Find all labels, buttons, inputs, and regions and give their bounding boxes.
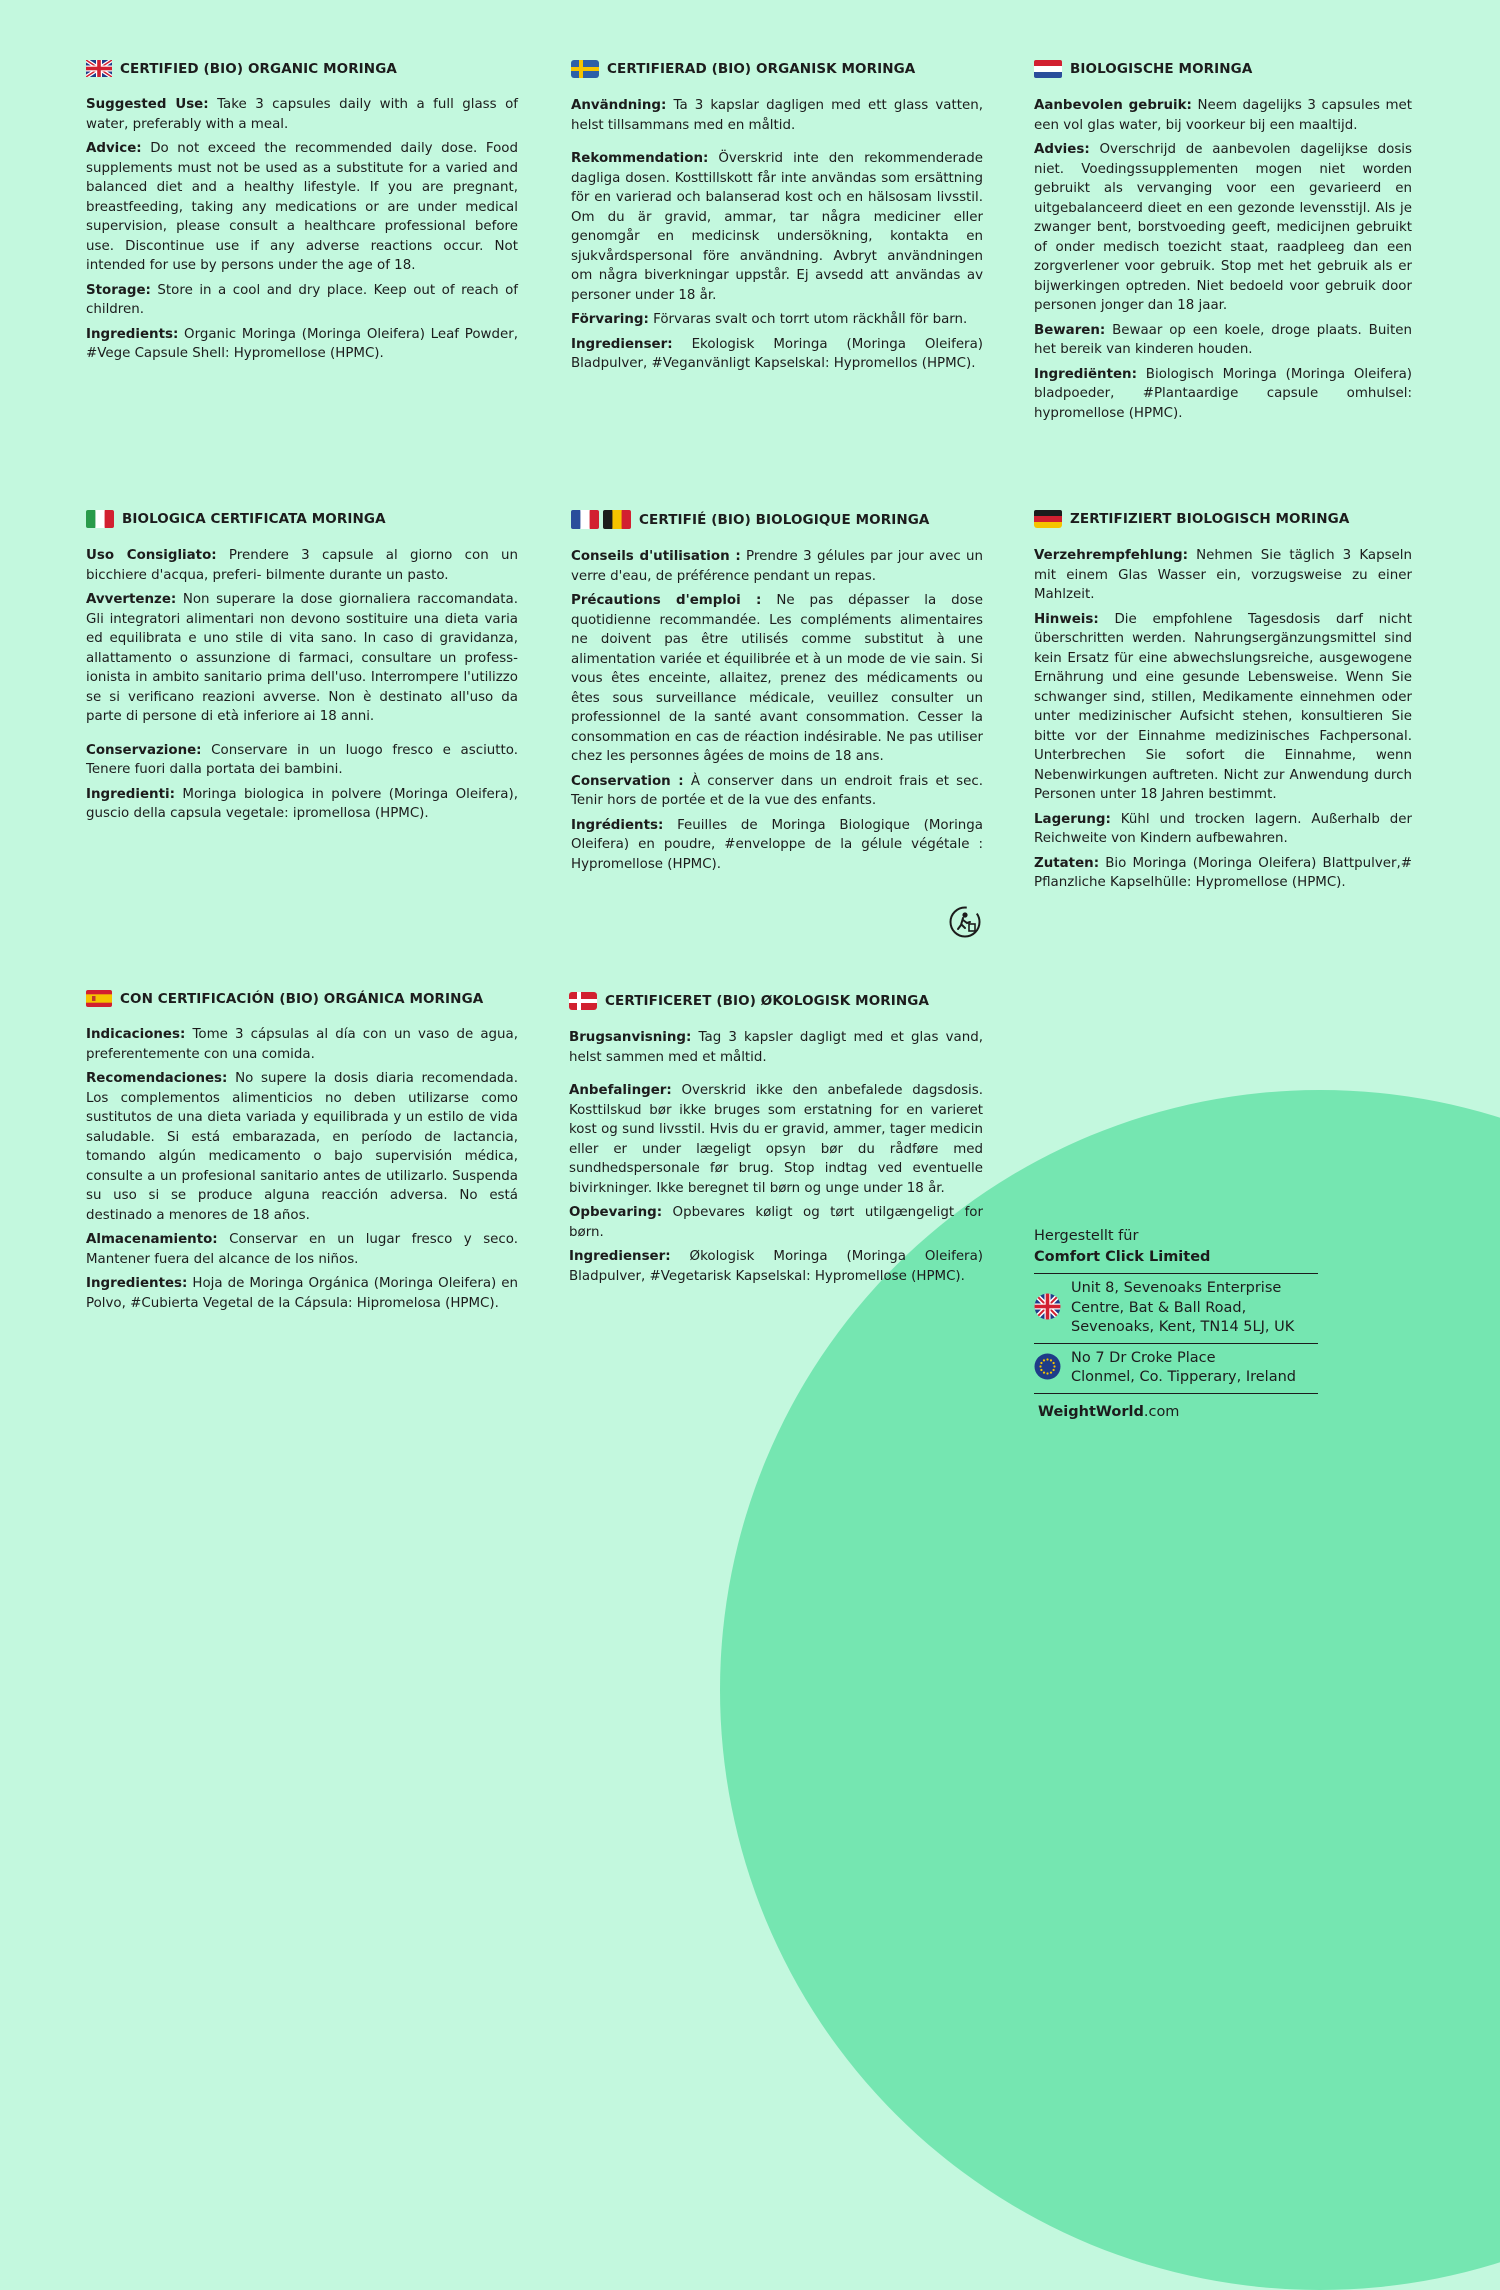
section-title-text: ZERTIFIZIERT BIOLOGISCH MORINGA <box>1070 511 1350 527</box>
info-entry <box>569 1028 983 1067</box>
entry-label: Aanbevolen gebruik: <box>1034 98 1192 113</box>
eu-address <box>1034 1343 1318 1394</box>
entry-label: Zutaten: <box>1034 855 1100 871</box>
info-entry <box>571 96 983 135</box>
entry-text: Take 3 capsules daily with a full glass of water, preferably with a meal. <box>86 97 518 132</box>
entry-label: Advies: <box>1034 142 1090 157</box>
uk-address-line-1: Unit 8, Sevenoaks Enterprise <box>1071 1280 1282 1296</box>
entry-label: Hinweis: <box>1034 611 1099 627</box>
entry-label: Conseils d'utilisation : <box>571 549 741 564</box>
entry-label: Almacenamiento: <box>86 1232 218 1247</box>
entry-label: Indicaciones: <box>86 1027 186 1042</box>
entry-text: Bio Moringa (Moringa Oleifera) Blattpulver,# Pflanzliche Kapselhülle: Hypromellose (HPMC). <box>1034 855 1412 890</box>
entry-text: Kühl und trocken lagern. Außerhalb der Reichweite von Kindern aufbewahren. <box>1034 811 1412 846</box>
entry-label: Opbevaring: <box>569 1205 663 1220</box>
entry-text: Prendere 3 capsule al giorno con un bicchiere d'acqua, preferi- bilmente durante un pasto. <box>86 548 518 583</box>
info-entry <box>86 741 518 780</box>
section-title <box>1034 510 1412 528</box>
uk-flag-circle-icon <box>1034 1293 1061 1324</box>
section-it <box>86 510 518 829</box>
entry-text: Bewaar op een koele, droge plaats. Buiten het bereik van kinderen houden. <box>1034 322 1412 357</box>
info-entry <box>569 1081 983 1198</box>
info-entry <box>571 547 983 586</box>
entry-label: Suggested Use: <box>86 97 209 112</box>
entry-label: Användning: <box>571 98 667 113</box>
eu-address-line-2: Clonmel, Co. Tipperary, Ireland <box>1071 1369 1296 1385</box>
section-sv <box>571 60 983 379</box>
section-title <box>569 992 983 1010</box>
section-title <box>86 60 518 77</box>
website[interactable] <box>1038 1404 1318 1420</box>
entry-text: Do not exceed the recommended daily dose. Food supplements must not be used as a substitute for a varied and balanced diet and a healthy lifestyle. If you are pregnant, breastfeeding, taking any medications or are under medical supervision, please consult a healthcare professional before use. Discontinue use if any adverse reactions occur. Not intended for use by persons under the age of 18. <box>86 141 518 273</box>
section-title <box>86 510 518 528</box>
entry-text: Överskrid inte den rekommenderade dagliga dosen. Kosttillskott får inte användas som ersättning för en varierad och balanserad kost och en hälsosam livsstil. Om du är gravid, ammar, tar några mediciner eller genomgår en medicinsk undersökning, kontakta en sjukvårdspersonal före användning. Avbryt användningen om några biverkningar uppstår. Ej avsedd att användas av personer under 18 år. <box>571 151 983 303</box>
entry-text: Biologisch Moringa (Moringa Oleifera) bladpoeder, #Plantaardige capsule omhulsel: hypromellose (HPMC). <box>1034 366 1412 421</box>
entry-label: Ingredienser: <box>569 1249 671 1264</box>
section-de <box>1034 510 1412 898</box>
section-title-text: CERTIFICERET (BIO) ØKOLOGISK MORINGA <box>605 993 930 1009</box>
entry-label: Anbefalinger: <box>569 1083 672 1098</box>
website-tld: .com <box>1143 1403 1180 1420</box>
recycle-bin-icon <box>948 905 982 943</box>
section-es <box>86 990 518 1318</box>
entry-text: Non superare la dose giornaliera raccomandata. Gli integratori alimentari non devono sostituire una dieta varia ed equilibrata e uno stile di vita sano. In caso di gravidanza, allattamento o assunzione di farmaci, consultare un profess- ionista in ambito sanitario prima dell'uso. Interrompere l'utilizzo se si verificano reazioni avverse. Non è destinato all'uso da parte di persone di età inferiore ai 18 anni. <box>86 592 518 724</box>
entry-label: Lagerung: <box>1034 811 1111 827</box>
info-entry <box>571 310 983 330</box>
sweden-flag-icon <box>571 60 599 78</box>
info-entry <box>1034 321 1412 360</box>
info-entry <box>1034 96 1412 135</box>
entry-label: Avvertenze: <box>86 592 177 607</box>
entry-text: Conservar en un lugar fresco y seco. Mantener fuera del alcance de los niños. <box>86 1232 518 1267</box>
entry-text: Feuilles de Moringa Biologique (Moringa Oleifera) en poudre, #enveloppe de la gélule végétale : Hypromellose (HPMC). <box>571 817 983 872</box>
italy-flag-icon <box>86 510 114 528</box>
entry-text: Overschrijd de aanbevolen dagelijkse dosis niet. Voedingssupplementen mogen niet worden gebruikt als vervanging voor een gevarieerd en uitgebalanceerd dieet en een gezonde levensstijl. Als je zwanger bent, borstvoeding geeft, medicijnen gebruikt of onder medisch toezicht staat, raadpleeg dan een zorgverlener voor gebruik. Stop met het gebruik als er bijwerkingen optreden. Niet bedoeld voor gebruik door personen jonger dan 18 jaar. <box>1034 142 1412 313</box>
entry-label: Ingredients: <box>86 326 179 342</box>
info-entry <box>1034 546 1412 605</box>
info-entry <box>86 95 518 134</box>
section-title-text: CERTIFIÉ (BIO) BIOLOGIQUE MORINGA <box>639 511 930 528</box>
entry-label: Recomendaciones: <box>86 1071 228 1086</box>
info-entry <box>86 325 518 364</box>
section-fr <box>571 510 983 879</box>
info-entry <box>86 139 518 276</box>
info-entry <box>571 149 983 305</box>
entry-label: Verzehrempfehlung: <box>1034 548 1188 563</box>
denmark-flag-icon <box>569 992 597 1010</box>
info-entry <box>1034 365 1412 424</box>
entry-label: Conservation : <box>571 773 684 789</box>
section-en <box>86 60 518 369</box>
eu-flag-circle-icon <box>1034 1353 1061 1384</box>
entry-text: Organic Moringa (Moringa Oleifera) Leaf Powder, #Vege Capsule Shell: Hypromellose (HPMC). <box>86 326 518 361</box>
entry-label: Ingrédients: <box>571 817 664 833</box>
entry-text: Overskrid ikke den anbefalede dagsdosis. Kosttilskud bør ikke bruges som erstatning for en varieret kost og sund livsstil. Hvis du er gravid, ammer, tager medicin eller er under lægeligt opsyn bør du rådføre med sundhedspersonale før brug. Stop indtag ved eventuelle bivirkninger. Ikke beregnet til børn og unge under 18 år. <box>569 1083 983 1196</box>
section-nl <box>1034 60 1412 428</box>
section-title-text: CON CERTIFICACIÓN (BIO) ORGÁNICA MORINGA <box>120 990 484 1007</box>
website-brand: WeightWorld <box>1038 1403 1144 1420</box>
info-entry <box>571 772 983 811</box>
section-title-text: BIOLOGISCHE MORINGA <box>1070 61 1253 77</box>
info-entry <box>86 590 518 727</box>
info-entry <box>1034 140 1412 316</box>
info-entry <box>1034 854 1412 893</box>
uk-address-line-2: Centre, Bat & Ball Road, <box>1071 1299 1247 1316</box>
info-entry <box>571 335 983 374</box>
entry-text: Opbevares køligt og tørt utilgængeligt for børn. <box>569 1205 983 1240</box>
made-for-label: Hergestellt für <box>1034 1228 1139 1244</box>
entry-text: Neem dagelijks 3 capsules met een vol glas water, bij voorkeur bij een maaltijd. <box>1034 98 1412 133</box>
section-title <box>571 510 983 529</box>
entry-label: Précautions d'emploi : <box>571 593 762 608</box>
manufacturer-info <box>1034 1226 1318 1420</box>
section-da <box>569 992 983 1291</box>
entry-label: Rekommendation: <box>571 151 709 166</box>
eu-address-line-1: No 7 Dr Croke Place <box>1071 1349 1216 1366</box>
section-title-text: BIOLOGICA CERTIFICATA MORINGA <box>122 511 386 527</box>
entry-label: Ingredienser: <box>571 336 673 352</box>
entry-text: Die empfohlene Tagesdosis darf nicht überschritten werden. Nahrungsergänzungsmittel sind kein Ersatz für eine abwechslungsreiche, ausgewogene Ernährung und eine gesunde Lebensweise. Wenn Sie schwanger sind, stillen, Medikamente einnehmen oder unter medizinischer Aufsicht stehen, konsultieren Sie bitte vor der Einnahme medizinisches Fachpersonal. Unterbrechen Sie sofort die Einnahme, wenn Nebenwirkungen auftreten. Nicht zur Anwendung durch Personen unter 18 Jahren bestimmt. <box>1034 611 1412 802</box>
entry-text: Ne pas dépasser la dose quotidienne recommandée. Les compléments alimentaires ne doivent pas être utilisés comme substitut à une alimentation variée et équilibrée et à un mode de vie sain. Si vous êtes enceinte, allaitez, prenez des médicaments ou êtes sous surveillance médicale, veuillez consulter un professionnel de la santé avant consommation. Cesser la consommation en cas de réaction indésirable. Ne pas utiliser chez les personnes âgées de moins de 18 ans. <box>571 593 983 764</box>
germany-flag-icon <box>1034 510 1062 528</box>
entry-text: Hoja de Moringa Orgánica (Moringa Oleifera) en Polvo, #Cubierta Vegetal de la Cápsula: Hipromelosa (HPMC). <box>86 1276 518 1311</box>
entry-label: Uso Consigliato: <box>86 548 217 563</box>
entry-label: Conservazione: <box>86 742 202 758</box>
entry-text: Ekologisk Moringa (Moringa Oleifera) Bladpulver, #Veganvänligt Kapselskal: Hypromellos (HPMC). <box>571 336 983 371</box>
entry-text: Store in a cool and dry place. Keep out of reach of children. <box>86 282 518 317</box>
entry-label: Ingredienti: <box>86 786 175 802</box>
info-entry <box>86 1069 518 1225</box>
entry-label: Brugsanvisning: <box>569 1030 692 1045</box>
info-entry <box>86 785 518 824</box>
entry-text: Conservare in un luogo fresco e asciutto. Tenere fuori dalla portata dei bambini. <box>86 742 518 777</box>
entry-label: Ingredientes: <box>86 1276 188 1291</box>
entry-label: Storage: <box>86 282 151 298</box>
info-entry <box>1034 610 1412 805</box>
uk-flag-icon <box>86 60 112 77</box>
section-title <box>1034 60 1412 78</box>
info-entry <box>86 1274 518 1313</box>
entry-text: Ta 3 kapslar dagligen med ett glass vatten, helst tillsammans med en måltid. <box>571 98 983 133</box>
france-belgium-flag-icon <box>571 510 631 529</box>
info-entry <box>1034 810 1412 849</box>
info-entry <box>569 1203 983 1242</box>
entry-label: Bewaren: <box>1034 322 1106 338</box>
entry-text: À conserver dans un endroit frais et sec. Tenir hors de portée et de la vue des enfants. <box>571 773 983 808</box>
section-title-text: CERTIFIED (BIO) ORGANIC MORINGA <box>120 60 397 77</box>
info-entry <box>86 281 518 320</box>
uk-address-line-3: Sevenoaks, Kent, TN14 5LJ, UK <box>1071 1319 1295 1335</box>
info-entry <box>569 1247 983 1286</box>
spain-flag-icon <box>86 990 112 1007</box>
entry-text: Nehmen Sie täglich 3 Kapseln mit einem Glas Wasser ein, vorzugsweise zu einer Mahlzeit. <box>1034 548 1412 602</box>
entry-text: Tome 3 cápsulas al día con un vaso de agua, preferentemente con una comida. <box>86 1027 518 1062</box>
uk-address <box>1034 1273 1318 1343</box>
info-entry <box>571 591 983 767</box>
company-name: Comfort Click Limited <box>1034 1249 1211 1265</box>
info-entry <box>86 1025 518 1064</box>
entry-text: Förvaras svalt och torrt utom räckhåll för barn. <box>648 312 968 327</box>
entry-label: Ingrediënten: <box>1034 366 1137 382</box>
netherlands-flag-icon <box>1034 60 1062 78</box>
info-entry <box>86 546 518 585</box>
section-title <box>571 60 983 78</box>
info-entry <box>86 1230 518 1269</box>
section-title <box>86 990 518 1007</box>
info-entry <box>571 816 983 875</box>
entry-label: Förvaring: <box>571 312 649 327</box>
entry-text: Prendre 3 gélules par jour avec un verre d'eau, de préférence pendant un repas. <box>571 549 983 584</box>
entry-label: Advice: <box>86 141 142 156</box>
entry-text: Tag 3 kapsler dagligt med et glas vand, helst sammen med et måltid. <box>569 1030 983 1065</box>
entry-text: Økologisk Moringa (Moringa Oleifera) Bladpulver, #Vegetarisk Kapselskal: Hypromellose (HPMC). <box>569 1249 983 1284</box>
entry-text: No supere la dosis diaria recomendada. Los complementos alimenticios no deben utilizarse como sustitutos de una dieta variada y equilibrada y un estilo de vida saludable. Si está embarazada, en período de lactancia, tomando algún medicamento o bajo supervisión médica, consulte a un profesional sanitario antes de utilizarlo. Suspenda su uso si se produce alguna reacción adversa. No está destinado a menores de 18 años. <box>86 1071 518 1223</box>
entry-text: Moringa biologica in polvere (Moringa Oleifera), guscio della capsula vegetale: ipromellosa (HPMC). <box>86 786 518 821</box>
section-title-text: CERTIFIERAD (BIO) ORGANISK MORINGA <box>607 61 916 77</box>
